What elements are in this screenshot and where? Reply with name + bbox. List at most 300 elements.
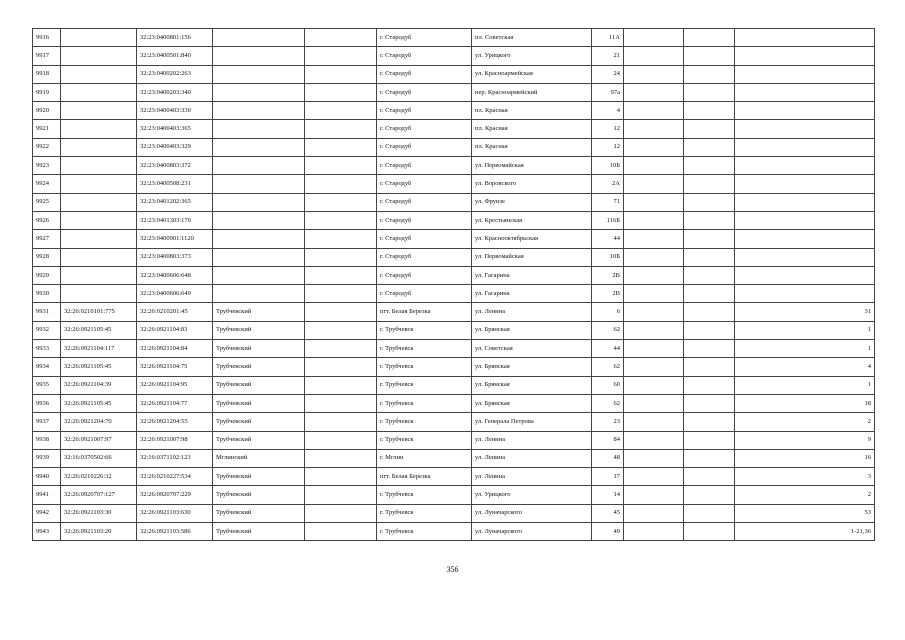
cell-apartment: 9 (735, 431, 875, 449)
cell-district (213, 266, 305, 284)
cell-street: ул. Ленина (472, 303, 592, 321)
cell-col-5 (305, 193, 377, 211)
cell-district: Трубчевский (213, 376, 305, 394)
cell-col-10 (684, 120, 735, 138)
cell-house-number: 49 (592, 523, 624, 541)
cell-col-9 (624, 321, 684, 339)
cell-district: Трубчевский (213, 358, 305, 376)
cell-cadastral-number-2: 32:26:0921104:84 (137, 340, 213, 358)
cell-col-10 (684, 486, 735, 504)
cell-apartment: 2 (735, 413, 875, 431)
cell-col-5 (305, 321, 377, 339)
cell-col-10 (684, 504, 735, 522)
cell-house-number: 12 (592, 138, 624, 156)
cell-col-10 (684, 47, 735, 65)
cell-district (213, 193, 305, 211)
cell-col-10 (684, 321, 735, 339)
cell-locality: г. Стародуб (377, 138, 472, 156)
cell-col-10 (684, 358, 735, 376)
cell-street: ул. Первомайская (472, 248, 592, 266)
cell-street: ул. Первомайская (472, 157, 592, 175)
cell-col-9 (624, 120, 684, 138)
cell-house-number: 23 (592, 413, 624, 431)
cell-row-number: 9926 (33, 211, 61, 229)
cell-cadastral-number-2: 32:26:0920707:229 (137, 486, 213, 504)
table-row (33, 321, 875, 339)
table-row (33, 413, 875, 431)
cell-row-number: 9919 (33, 83, 61, 101)
cell-locality: пгт. Белая Березка (377, 303, 472, 321)
cell-col-9 (624, 303, 684, 321)
cell-house-number: 2В (592, 266, 624, 284)
cell-street: ул. Советская (472, 340, 592, 358)
cell-col-10 (684, 449, 735, 467)
table-row (33, 193, 875, 211)
cell-col-9 (624, 468, 684, 486)
cell-cadastral-number-2: 32:26:0921007:98 (137, 431, 213, 449)
cell-col-9 (624, 175, 684, 193)
cell-col-5 (305, 102, 377, 120)
cell-cadastral-number-2: 32:23:0400606:649 (137, 285, 213, 303)
cell-row-number: 9931 (33, 303, 61, 321)
cell-cadastral-number-2: 32:23:0401202:365 (137, 193, 213, 211)
cell-cadastral-number-2: 32:26:0210227:534 (137, 468, 213, 486)
cell-street: ул. Луначарского (472, 523, 592, 541)
cell-apartment: 18 (735, 394, 875, 412)
table-row (33, 211, 875, 229)
cell-col-10 (684, 65, 735, 83)
cell-apartment: 2 (735, 486, 875, 504)
cell-locality: г. Трубчевск (377, 504, 472, 522)
cell-apartment (735, 285, 875, 303)
cell-col-5 (305, 340, 377, 358)
cell-row-number: 9941 (33, 486, 61, 504)
cell-col-5 (305, 211, 377, 229)
cell-locality: г. Стародуб (377, 230, 472, 248)
cell-cadastral-number-1: 32:26:0921204:70 (61, 413, 137, 431)
cell-col-10 (684, 193, 735, 211)
cell-house-number: 2А (592, 175, 624, 193)
cell-col-9 (624, 230, 684, 248)
cell-col-5 (305, 230, 377, 248)
cell-row-number: 9927 (33, 230, 61, 248)
cell-row-number: 9918 (33, 65, 61, 83)
cell-cadastral-number-2: 32:26:0921104:95 (137, 376, 213, 394)
cell-locality: г. Стародуб (377, 285, 472, 303)
cell-cadastral-number-2: 32:23:0400203:340 (137, 83, 213, 101)
cell-district: Трубчевский (213, 321, 305, 339)
cell-cadastral-number-2: 32:23:0400803:373 (137, 248, 213, 266)
table-row (33, 504, 875, 522)
table-row (33, 83, 875, 101)
table-row (33, 431, 875, 449)
cell-col-10 (684, 523, 735, 541)
cell-col-5 (305, 504, 377, 522)
cell-cadastral-number-1 (61, 138, 137, 156)
table-row (33, 138, 875, 156)
cell-col-10 (684, 468, 735, 486)
cell-street: ул. Краснооктябрьская (472, 230, 592, 248)
cell-col-9 (624, 376, 684, 394)
cell-street: ул. Ленина (472, 431, 592, 449)
cell-locality: г. Трубчевск (377, 486, 472, 504)
cell-apartment (735, 47, 875, 65)
cell-locality: г. Трубчевск (377, 358, 472, 376)
cell-col-5 (305, 29, 377, 47)
table-row (33, 47, 875, 65)
cell-street: ул. Ленина (472, 449, 592, 467)
cell-house-number: 44 (592, 340, 624, 358)
cell-cadastral-number-2: 32:26:0921104:75 (137, 358, 213, 376)
cell-row-number: 9921 (33, 120, 61, 138)
cell-col-9 (624, 266, 684, 284)
cell-cadastral-number-1 (61, 211, 137, 229)
cell-district: Трубчевский (213, 431, 305, 449)
cell-cadastral-number-2: 32:26:0921104:83 (137, 321, 213, 339)
cell-apartment (735, 193, 875, 211)
cell-locality: г. Стародуб (377, 29, 472, 47)
cell-district: Трубчевский (213, 303, 305, 321)
cell-district (213, 211, 305, 229)
cell-col-10 (684, 157, 735, 175)
cell-cadastral-number-2: 32:23:0400501:840 (137, 47, 213, 65)
table-row (33, 230, 875, 248)
cell-house-number: 11А (592, 29, 624, 47)
cell-col-10 (684, 394, 735, 412)
cell-district: Трубчевский (213, 413, 305, 431)
cell-house-number: 62 (592, 358, 624, 376)
table-row (33, 486, 875, 504)
cell-row-number: 9942 (33, 504, 61, 522)
cell-apartment: 1 (735, 340, 875, 358)
table-row (33, 29, 875, 47)
cell-district: Трубчевский (213, 394, 305, 412)
cell-col-5 (305, 431, 377, 449)
cell-district (213, 138, 305, 156)
cell-col-10 (684, 29, 735, 47)
cell-cadastral-number-1: 32:26:0921105:45 (61, 321, 137, 339)
cell-col-9 (624, 248, 684, 266)
table-row (33, 102, 875, 120)
cell-cadastral-number-1: 32:26:0921007:97 (61, 431, 137, 449)
cell-cadastral-number-1: 32:16:0370502:66 (61, 449, 137, 467)
cell-col-5 (305, 175, 377, 193)
cell-locality: г. Трубчевск (377, 431, 472, 449)
cell-locality: г. Мглин (377, 449, 472, 467)
cell-col-5 (305, 266, 377, 284)
cell-cadastral-number-2: 32:23:0400901:1120 (137, 230, 213, 248)
cell-row-number: 9935 (33, 376, 61, 394)
cell-col-9 (624, 486, 684, 504)
cell-row-number: 9939 (33, 449, 61, 467)
cell-street: ул. Генерала Петрова (472, 413, 592, 431)
cell-apartment (735, 65, 875, 83)
table-row (33, 303, 875, 321)
cell-street: пл. Красная (472, 138, 592, 156)
cell-cadastral-number-2: 32:23:0400403:329 (137, 138, 213, 156)
cell-cadastral-number-1: 32:26:0921104:39 (61, 376, 137, 394)
table-row (33, 340, 875, 358)
cell-cadastral-number-2: 32:26:0921103:586 (137, 523, 213, 541)
cell-house-number: 21 (592, 47, 624, 65)
cell-cadastral-number-2: 32:26:0921204:55 (137, 413, 213, 431)
cell-col-10 (684, 266, 735, 284)
cell-col-9 (624, 340, 684, 358)
cell-house-number: 10Б (592, 248, 624, 266)
cell-cadastral-number-1 (61, 29, 137, 47)
cell-row-number: 9922 (33, 138, 61, 156)
cell-col-5 (305, 376, 377, 394)
cell-cadastral-number-1 (61, 248, 137, 266)
table-row (33, 523, 875, 541)
cell-col-9 (624, 523, 684, 541)
cell-cadastral-number-1: 32:26:0921104:117 (61, 340, 137, 358)
cell-cadastral-number-1 (61, 157, 137, 175)
cell-district: Трубчевский (213, 486, 305, 504)
cell-col-9 (624, 29, 684, 47)
cell-house-number: 62 (592, 321, 624, 339)
cell-col-5 (305, 248, 377, 266)
cell-col-10 (684, 211, 735, 229)
cell-locality: г. Стародуб (377, 175, 472, 193)
cell-row-number: 9928 (33, 248, 61, 266)
cell-col-5 (305, 449, 377, 467)
cell-apartment (735, 266, 875, 284)
cell-row-number: 9934 (33, 358, 61, 376)
table-row (33, 248, 875, 266)
cell-cadastral-number-1 (61, 65, 137, 83)
cell-col-5 (305, 303, 377, 321)
cell-apartment (735, 120, 875, 138)
cell-house-number: 97а (592, 83, 624, 101)
cell-apartment (735, 29, 875, 47)
cell-cadastral-number-1 (61, 230, 137, 248)
cell-row-number: 9930 (33, 285, 61, 303)
cell-cadastral-number-2: 32:23:0400803:372 (137, 157, 213, 175)
cell-col-10 (684, 248, 735, 266)
cell-col-10 (684, 138, 735, 156)
cell-district (213, 157, 305, 175)
cell-district: Трубчевский (213, 504, 305, 522)
cell-street: ул. Гагарина (472, 285, 592, 303)
cell-row-number: 9917 (33, 47, 61, 65)
cell-row-number: 9932 (33, 321, 61, 339)
cell-col-9 (624, 138, 684, 156)
cell-apartment (735, 138, 875, 156)
cell-col-5 (305, 83, 377, 101)
cell-cadastral-number-1: 32:26:0210101:775 (61, 303, 137, 321)
cell-locality: г. Стародуб (377, 193, 472, 211)
cell-row-number: 9920 (33, 102, 61, 120)
cell-district (213, 248, 305, 266)
table-row (33, 65, 875, 83)
cell-cadastral-number-1 (61, 83, 137, 101)
cell-house-number: 62 (592, 394, 624, 412)
cell-district (213, 120, 305, 138)
cell-house-number: 10Б (592, 157, 624, 175)
cell-col-5 (305, 468, 377, 486)
cell-street: пл. Красная (472, 102, 592, 120)
cell-col-9 (624, 47, 684, 65)
cell-row-number: 9940 (33, 468, 61, 486)
cell-district (213, 47, 305, 65)
cell-col-5 (305, 523, 377, 541)
cell-street: ул. Урицкого (472, 47, 592, 65)
cell-col-9 (624, 211, 684, 229)
cell-district (213, 65, 305, 83)
cell-district (213, 83, 305, 101)
cell-col-9 (624, 83, 684, 101)
cell-locality: г. Трубчевск (377, 340, 472, 358)
cell-cadastral-number-1 (61, 47, 137, 65)
cell-col-10 (684, 303, 735, 321)
cell-locality: г. Стародуб (377, 47, 472, 65)
cell-cadastral-number-2: 32:26:0921103:630 (137, 504, 213, 522)
cell-col-9 (624, 193, 684, 211)
cell-locality: г. Стародуб (377, 157, 472, 175)
cell-locality: г. Стародуб (377, 266, 472, 284)
cell-district (213, 102, 305, 120)
cell-house-number: 45 (592, 504, 624, 522)
cell-locality: г. Стародуб (377, 248, 472, 266)
table-row (33, 175, 875, 193)
page-number: 356 (446, 565, 459, 574)
cell-row-number: 9937 (33, 413, 61, 431)
cell-district (213, 285, 305, 303)
cell-col-9 (624, 449, 684, 467)
cell-apartment: 1 (735, 321, 875, 339)
cell-cadastral-number-2: 32:23:0400606:648 (137, 266, 213, 284)
cell-street: ул. Брянская (472, 321, 592, 339)
cell-locality: г. Стародуб (377, 120, 472, 138)
cell-street: пер. Красноармейский (472, 83, 592, 101)
table-row (33, 120, 875, 138)
cell-locality: г. Стародуб (377, 65, 472, 83)
cell-cadastral-number-2: 32:16:0371102:123 (137, 449, 213, 467)
cell-col-10 (684, 230, 735, 248)
cell-locality: г. Стародуб (377, 102, 472, 120)
cell-street: пл. Красная (472, 120, 592, 138)
cell-apartment (735, 230, 875, 248)
registry-table (32, 28, 875, 541)
cell-col-9 (624, 157, 684, 175)
cell-street: ул. Крестьянская (472, 211, 592, 229)
cell-col-10 (684, 83, 735, 101)
cell-apartment (735, 175, 875, 193)
table-row (33, 449, 875, 467)
cell-apartment (735, 157, 875, 175)
cell-district (213, 230, 305, 248)
cell-house-number: 60 (592, 376, 624, 394)
cell-col-10 (684, 431, 735, 449)
cell-street: ул. Ленина (472, 468, 592, 486)
cell-col-10 (684, 285, 735, 303)
cell-locality: г. Стародуб (377, 83, 472, 101)
table-row (33, 157, 875, 175)
cell-cadastral-number-1 (61, 175, 137, 193)
cell-apartment (735, 83, 875, 101)
cell-locality: пгт. Белая Березка (377, 468, 472, 486)
cell-col-9 (624, 394, 684, 412)
cell-row-number: 9938 (33, 431, 61, 449)
cell-cadastral-number-1 (61, 193, 137, 211)
cell-row-number: 9936 (33, 394, 61, 412)
cell-district: Трубчевский (213, 523, 305, 541)
cell-cadastral-number-1: 32:26:0210226:32 (61, 468, 137, 486)
cell-house-number: 24 (592, 65, 624, 83)
cell-row-number: 9925 (33, 193, 61, 211)
cell-apartment: 1-21,36 (735, 523, 875, 541)
cell-house-number: 48 (592, 449, 624, 467)
cell-cadastral-number-1 (61, 266, 137, 284)
cell-col-9 (624, 102, 684, 120)
cell-col-5 (305, 138, 377, 156)
cell-district (213, 29, 305, 47)
table-row (33, 266, 875, 284)
cell-row-number: 9916 (33, 29, 61, 47)
cell-cadastral-number-1: 32:26:0921103:20 (61, 523, 137, 541)
cell-apartment (735, 248, 875, 266)
cell-locality: г. Стародуб (377, 211, 472, 229)
cell-street: ул. Брянская (472, 376, 592, 394)
cell-district (213, 175, 305, 193)
table-row (33, 468, 875, 486)
cell-col-5 (305, 394, 377, 412)
table-row (33, 285, 875, 303)
cell-cadastral-number-1: 32:26:0921103:30 (61, 504, 137, 522)
cell-col-5 (305, 413, 377, 431)
cell-cadastral-number-1: 32:26:0921105:45 (61, 358, 137, 376)
cell-street: ул. Брянская (472, 394, 592, 412)
cell-col-10 (684, 413, 735, 431)
cell-district: Мглинский (213, 449, 305, 467)
cell-cadastral-number-2: 32:23:0400508:231 (137, 175, 213, 193)
cell-locality: г. Трубчевск (377, 321, 472, 339)
cell-col-9 (624, 65, 684, 83)
cell-street: пл. Советская (472, 29, 592, 47)
table-row (33, 358, 875, 376)
cell-locality: г. Трубчевск (377, 523, 472, 541)
cell-col-5 (305, 65, 377, 83)
cell-col-5 (305, 486, 377, 504)
cell-district: Трубчевский (213, 340, 305, 358)
cell-house-number: 84 (592, 431, 624, 449)
cell-house-number: 17 (592, 468, 624, 486)
cell-cadastral-number-2: 32:23:0400403:330 (137, 102, 213, 120)
cell-apartment (735, 211, 875, 229)
cell-row-number: 9929 (33, 266, 61, 284)
cell-street: ул. Луначарского (472, 504, 592, 522)
cell-street: ул. Гагарина (472, 266, 592, 284)
cell-apartment: 4 (735, 358, 875, 376)
cell-col-10 (684, 175, 735, 193)
cell-row-number: 9924 (33, 175, 61, 193)
cell-house-number: 12 (592, 120, 624, 138)
cell-apartment: 31 (735, 303, 875, 321)
cell-cadastral-number-1 (61, 102, 137, 120)
cell-cadastral-number-1: 32:26:0921105:45 (61, 394, 137, 412)
cell-house-number: 14 (592, 486, 624, 504)
cell-street: ул. Фрунзе (472, 193, 592, 211)
cell-street: ул. Брянская (472, 358, 592, 376)
cell-cadastral-number-2: 32:26:0210201:45 (137, 303, 213, 321)
cell-row-number: 9933 (33, 340, 61, 358)
cell-cadastral-number-1: 32:26:0920707:127 (61, 486, 137, 504)
cell-row-number: 9923 (33, 157, 61, 175)
cell-cadastral-number-1 (61, 285, 137, 303)
table-row (33, 376, 875, 394)
table-row (33, 394, 875, 412)
